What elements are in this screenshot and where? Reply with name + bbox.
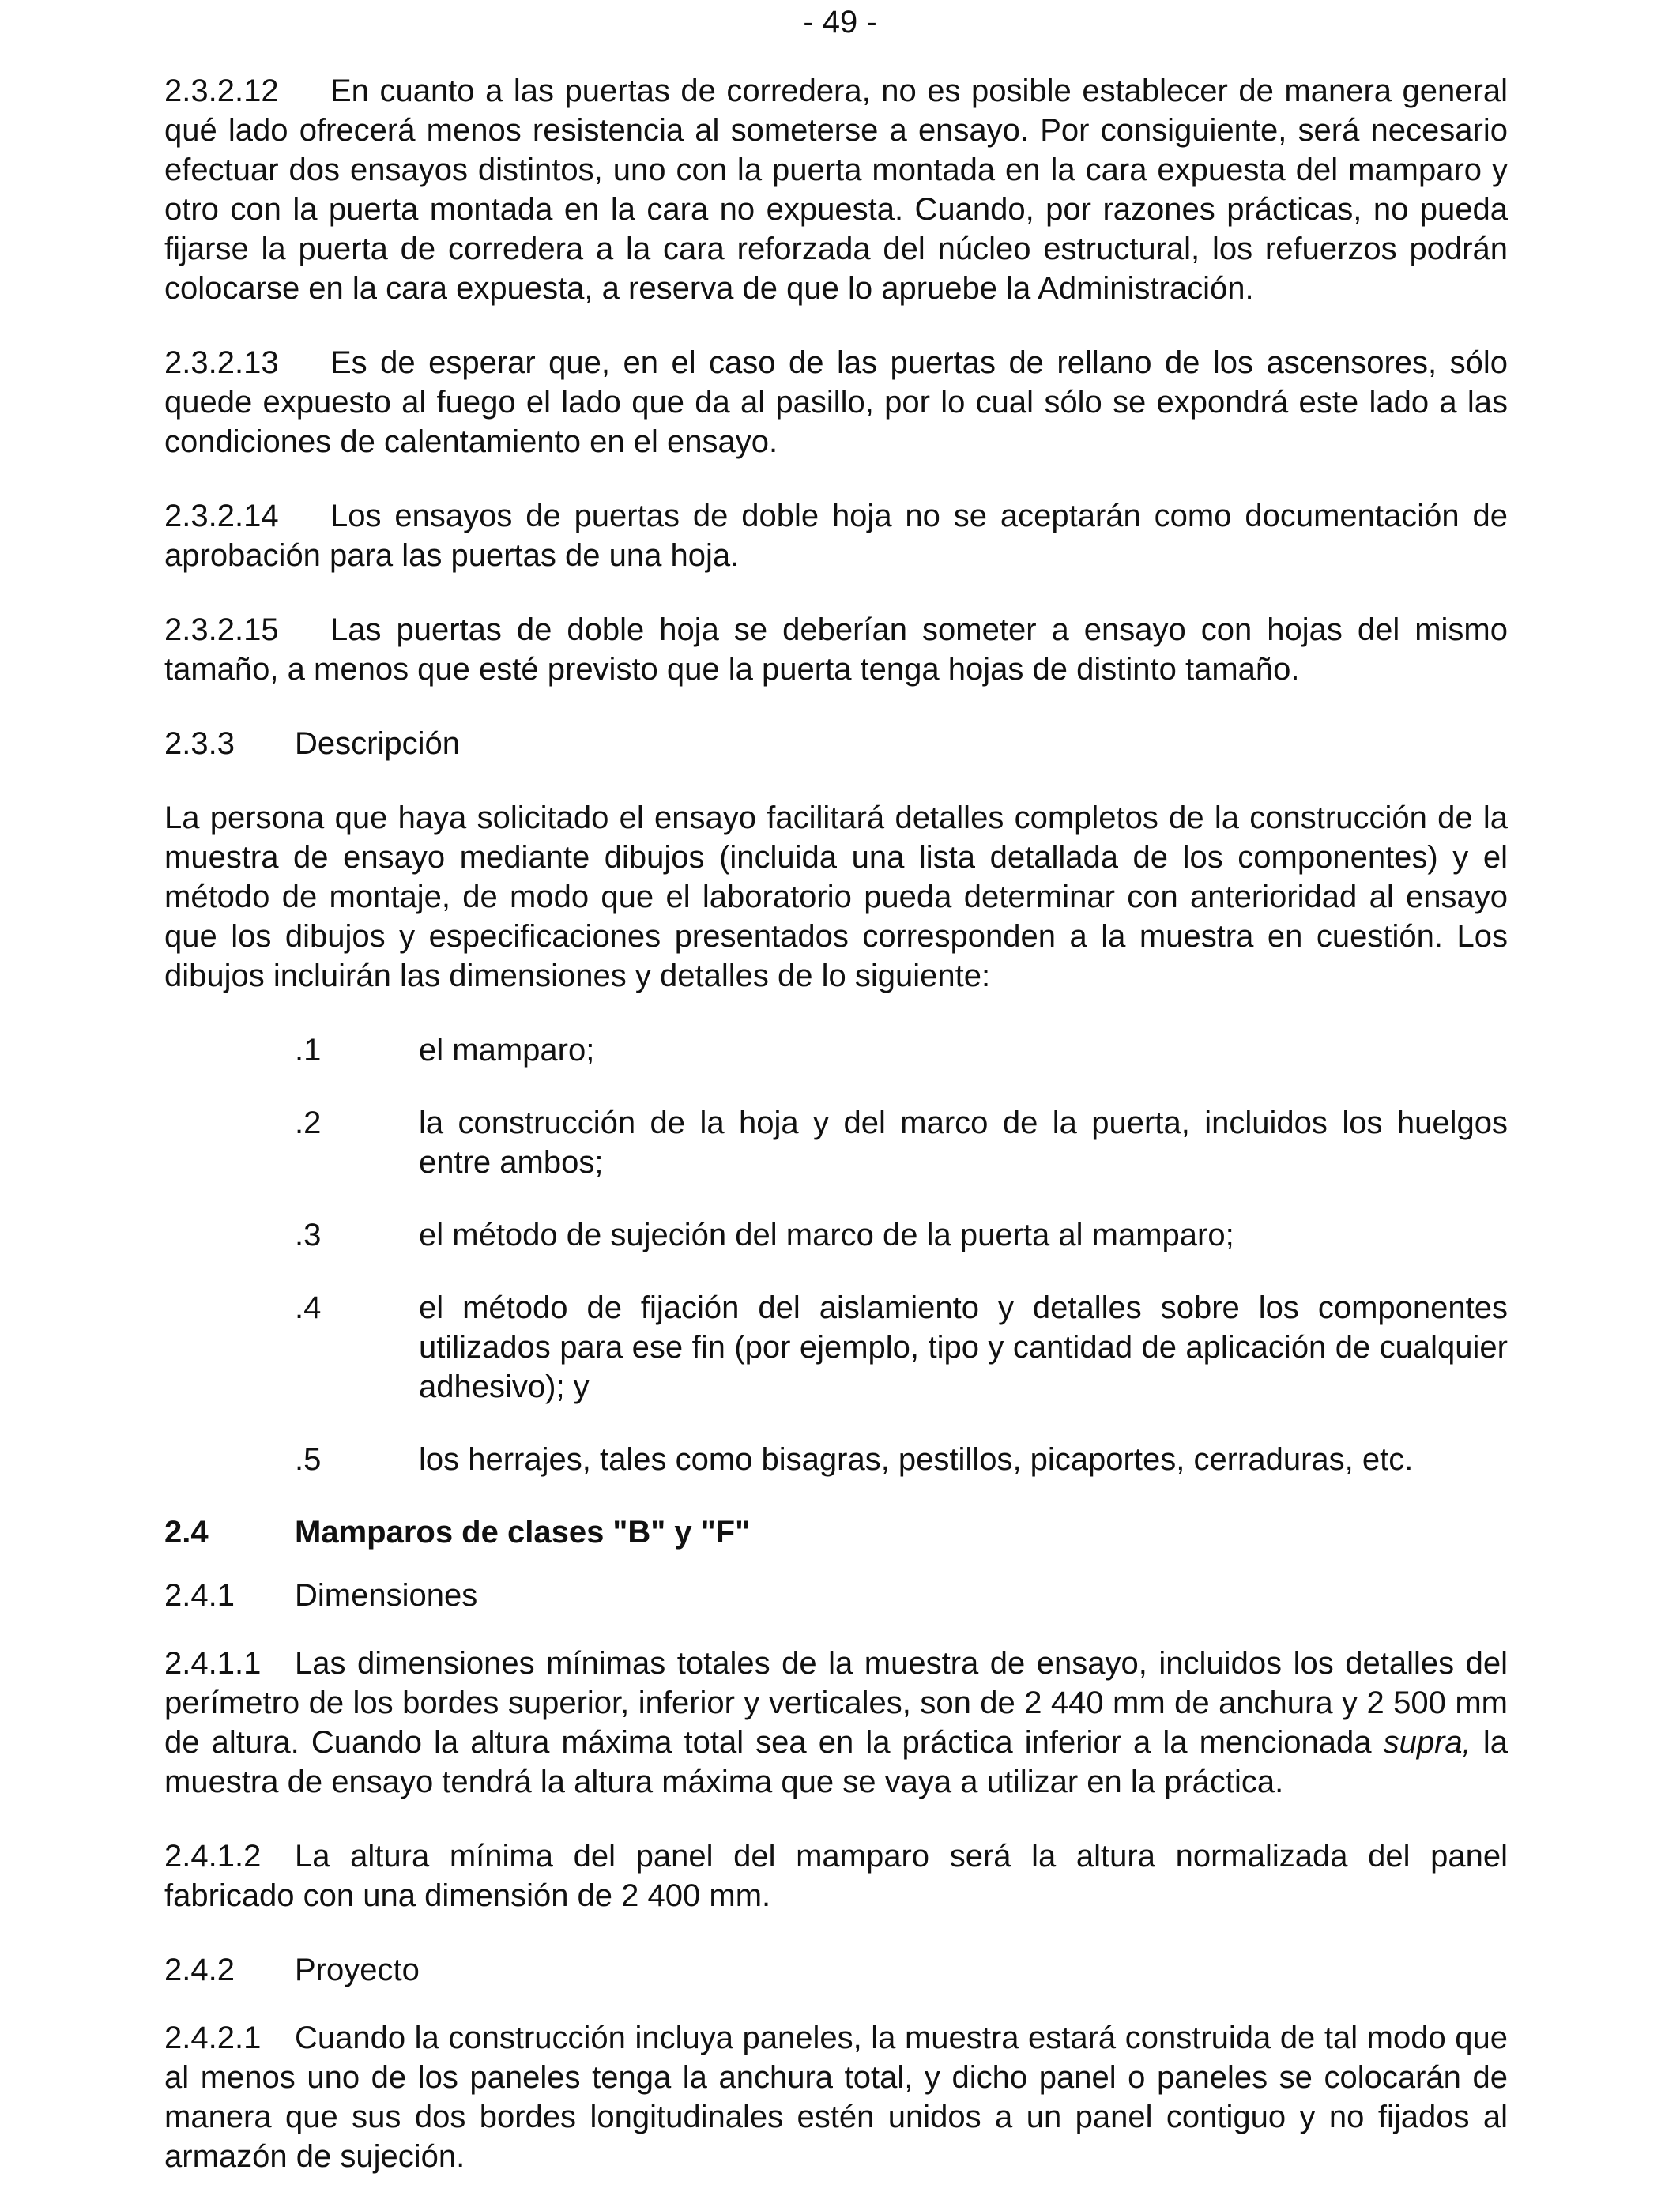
heading-number: 2.3.3 (164, 726, 235, 761)
paragraph-number: 2.3.2.15 (164, 612, 279, 647)
heading-title: Proyecto (295, 1953, 420, 1987)
paragraph-text: Las dimensiones mínimas totales de la muestra de ensayo, incluidos los detalles del perímetro de los bordes superior, inferior y verticales, son de 2 440 mm de anchura y 2 500 mm de altura. Cuando la altura máxima total sea en la práctica inferior a la mencionada (164, 1646, 1508, 1760)
paragraph-number: 2.4.1.2 (164, 1839, 262, 1874)
paragraph-number: 2.3.2.14 (164, 499, 279, 533)
heading-2-4-2 (164, 1950, 1508, 1990)
paragraph-number: 2.3.2.13 (164, 345, 279, 380)
paragraph-2-3-2-15 (164, 610, 1508, 689)
paragraph-2-3-2-13 (164, 343, 1508, 461)
paragraph-text: La persona que haya solicitado el ensayo facilitará detalles completos de la construcción de la muestra de ensayo mediante dibujos (incluida una lista detallada de los componentes) y el método de montaje, de modo que el laboratorio pueda determinar con anterioridad al ensayo que los dibujos y especificaciones presentados corresponden a la muestra en cuestión. Los dibujos incluirán las dimensiones y detalles de lo siguiente: (164, 800, 1508, 993)
heading-title: Dimensiones (295, 1578, 478, 1613)
paragraph-italic-text: supra, (1383, 1725, 1471, 1760)
paragraph-text: Es de esperar que, en el caso de las puertas de rellano de los ascensores, sólo quede expuesto al fuego el lado que da al pasillo, por lo cual sólo se expondrá este lado a las condiciones de calentamiento en el ensayo. (164, 345, 1508, 459)
paragraph-2-4-1-1 (164, 1644, 1508, 1802)
heading-title: Mamparos de clases "B" y "F" (295, 1515, 751, 1550)
heading-2-4 (164, 1512, 1508, 1552)
paragraph-number: 2.4.2.1 (164, 2021, 262, 2055)
heading-number: 2.4.1 (164, 1578, 235, 1613)
list-item-number: .4 (295, 1290, 322, 1325)
component-list (164, 1030, 1508, 1479)
list-item-text: el método de fijación del aislamiento y detalles sobre los componentes utilizados para ese fin (por ejemplo, tipo y cantidad de aplicación de cualquier adhesivo); y (419, 1290, 1508, 1404)
paragraph-2-4-1-2 (164, 1836, 1508, 1915)
page-content (164, 71, 1508, 2211)
paragraph-number: 2.3.2.12 (164, 73, 279, 108)
page-number: - 49 - (803, 5, 877, 40)
list-item-text: el mamparo; (419, 1033, 595, 1068)
heading-2-4-1 (164, 1576, 1508, 1615)
heading-number: 2.4.2 (164, 1953, 235, 1987)
paragraph-text: la muestra de ensayo tendrá la altura máxima que se vaya a utilizar en la práctica. (164, 1725, 1508, 1799)
heading-number: 2.4 (164, 1515, 209, 1550)
paragraph-text: Las puertas de doble hoja se deberían someter a ensayo con hojas del mismo tamaño, a menos que esté previsto que la puerta tenga hojas de distinto tamaño. (164, 612, 1508, 687)
heading-2-3-3 (164, 724, 1508, 763)
paragraph-2-4-2-1 (164, 2018, 1508, 2176)
list-item-text: la construcción de la hoja y del marco de la puerta, incluidos los huelgos entre ambos; (419, 1106, 1508, 1180)
list-item (164, 1030, 1508, 1070)
paragraph-2-3-2-12 (164, 71, 1508, 308)
paragraph-descripcion (164, 798, 1508, 996)
list-item-text: los herrajes, tales como bisagras, pestillos, picaportes, cerraduras, etc. (419, 1442, 1414, 1477)
list-item-number: .3 (295, 1218, 322, 1252)
list-item (164, 1103, 1508, 1182)
list-item-number: .1 (295, 1033, 322, 1068)
heading-title: Descripción (295, 726, 460, 761)
list-item (164, 1288, 1508, 1407)
list-item-number: .5 (295, 1442, 322, 1477)
list-item-text: el método de sujeción del marco de la puerta al mamparo; (419, 1218, 1234, 1252)
list-item (164, 1215, 1508, 1255)
paragraph-text: Los ensayos de puertas de doble hoja no se aceptarán como documentación de aprobación para las puertas de una hoja. (164, 499, 1508, 573)
paragraph-number: 2.4.1.1 (164, 1646, 262, 1681)
list-item (164, 1440, 1508, 1479)
paragraph-text: Cuando la construcción incluya paneles, la muestra estará construida de tal modo que al menos uno de los paneles tenga la anchura total, y dicho panel o paneles se colocarán de manera que sus dos bordes longitudinales estén unidos a un panel contiguo y no fijados al armazón de sujeción. (164, 2021, 1508, 2174)
paragraph-text: En cuanto a las puertas de corredera, no es posible establecer de manera general qué lado ofrecerá menos resistencia al someterse a ensayo. Por consiguiente, será necesario efectuar dos ensayos distintos, uno con la puerta montada en la cara expuesta del mamparo y otro con la puerta montada en la cara no expuesta. Cuando, por razones prácticas, no pueda fijarse la puerta de corredera a la cara reforzada del núcleo estructural, los refuerzos podrán colocarse en la cara expuesta, a reserva de que lo apruebe la Administración. (164, 73, 1508, 306)
paragraph-text: La altura mínima del panel del mamparo será la altura normalizada del panel fabricado con una dimensión de 2 400 mm. (164, 1839, 1508, 1913)
paragraph-2-3-2-14 (164, 496, 1508, 575)
list-item-number: .2 (295, 1106, 322, 1140)
